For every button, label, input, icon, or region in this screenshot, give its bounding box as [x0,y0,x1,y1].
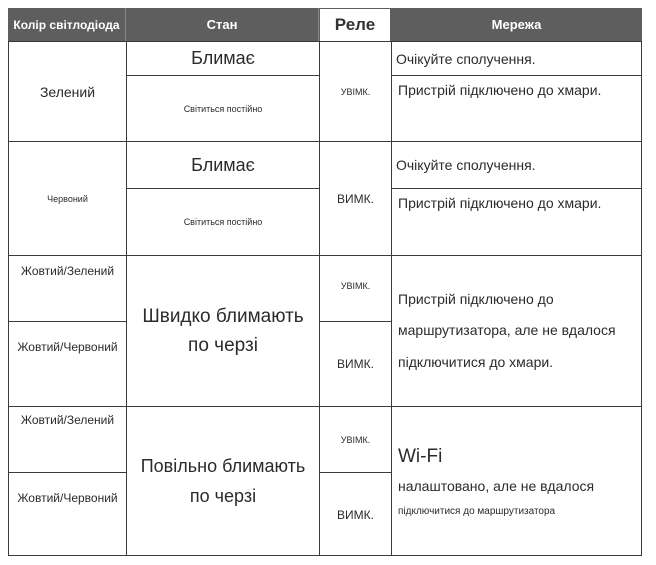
network-cell: Пристрій підключено до хмари. [391,188,642,255]
led-color-cell: Жовтий/Червоний [8,472,126,556]
network-cell: Пристрій підключено до хмари. [391,75,642,141]
state-line: Повільно блимають [140,455,306,476]
led-color-cell: Червоний [8,141,126,255]
header-led-color: Колір світлодіода [8,8,126,41]
relay-cell: ВИМК. [319,141,391,255]
state-cell: Світиться постійно [126,188,319,255]
network-line: Пристрій підключено до [398,290,554,307]
state-cell: Світиться постійно [126,75,319,141]
network-line: налаштовано, але не вдалося [398,478,595,494]
network-line: Wi-Fi [398,446,443,467]
network-line: підключитися до хмари. [398,353,554,370]
network-cell: Очікуйте сполучення. [391,41,642,75]
led-status-table [8,8,642,556]
relay-cell: ВИМК. [319,321,391,406]
state-cell: Блимає [126,141,319,188]
state-cell [126,255,319,406]
header-state: Стан [126,8,319,41]
network-cell [391,406,642,556]
state-line: по черзі [188,335,258,356]
network-cell [391,255,642,406]
led-color-cell: Жовтий/Червоний [8,321,126,406]
led-color-cell: Зелений [8,41,126,141]
header-network: Мережа [391,8,642,41]
network-line: підключитися до маршрутизатора [398,506,556,517]
relay-cell: УВІМК. [319,255,391,321]
led-color-cell: Жовтий/Зелений [8,255,126,321]
network-line: маршрутизатора, але не вдалося [398,322,616,339]
relay-cell: УВІМК. [319,41,391,141]
state-cell [126,406,319,556]
header-relay: Реле [319,8,391,41]
network-cell: Очікуйте сполучення. [391,141,642,188]
state-line: Швидко блимають [142,305,304,327]
relay-cell: УВІМК. [319,406,391,472]
led-color-cell: Жовтий/Зелений [8,406,126,472]
state-line: по черзі [189,485,257,506]
state-cell: Блимає [126,41,319,75]
relay-cell: ВИМК. [319,472,391,556]
